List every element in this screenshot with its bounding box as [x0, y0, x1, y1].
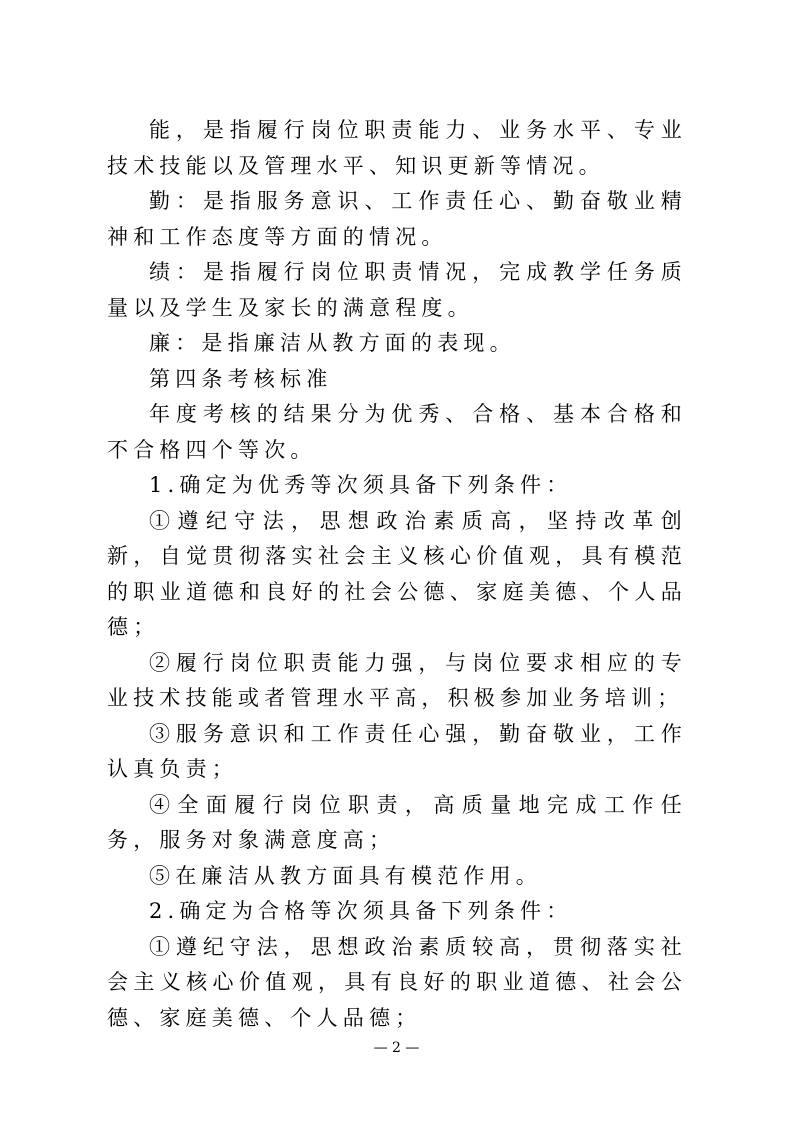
- paragraph-grades: 年度考核的结果分为优秀、合格、基本合格和不合格四个等次。: [107, 402, 687, 462]
- excellent-condition-5: ⑤在廉洁从教方面具有模范作用。: [149, 863, 542, 888]
- qualified-condition-1: ①遵纪守法，思想政治素质较高，贯彻落实社会主义核心价值观，具有良好的职业道德、社会公德、家庭美德、个人品德；: [107, 934, 687, 1030]
- excellent-condition-2: ②履行岗位职责能力强，与岗位要求相应的专业技术技能或者管理水平高，积极参加业务培训；: [107, 650, 687, 710]
- paragraph-ability: 能，是指履行岗位职责能力、业务水平、专业技术技能以及管理水平、知识更新等情况。: [107, 118, 687, 178]
- qualified-conditions-heading: 2.确定为合格等次须具备下列条件：: [149, 899, 573, 923]
- excellent-conditions-heading: 1.确定为优秀等次须具备下列条件：: [149, 473, 573, 497]
- paragraph-diligence: 勤：是指服务意识、工作责任心、勤奋敬业精神和工作态度等方面的情况。: [107, 189, 687, 249]
- excellent-condition-4: ④全面履行岗位职责，高质量地完成工作任务，服务对象满意度高；: [107, 792, 687, 852]
- page-number: — 2 —: [373, 1040, 420, 1056]
- paragraph-integrity: 廉：是指廉洁从教方面的表现。: [149, 331, 516, 355]
- document-body: [107, 113, 687, 1036]
- excellent-condition-3: ③服务意识和工作责任心强，勤奋敬业，工作认真负责；: [107, 721, 687, 781]
- article-four-heading: 第四条考核标准: [149, 366, 333, 391]
- excellent-condition-1: ①遵纪守法，思想政治素质高，坚持改革创新，自觉贯彻落实社会主义核心价值观，具有模范的职业道德和良好的社会公德、家庭美德、个人品德；: [107, 508, 687, 639]
- paragraph-performance: 绩：是指履行岗位职责情况，完成教学任务质量以及学生及家长的满意程度。: [107, 260, 687, 320]
